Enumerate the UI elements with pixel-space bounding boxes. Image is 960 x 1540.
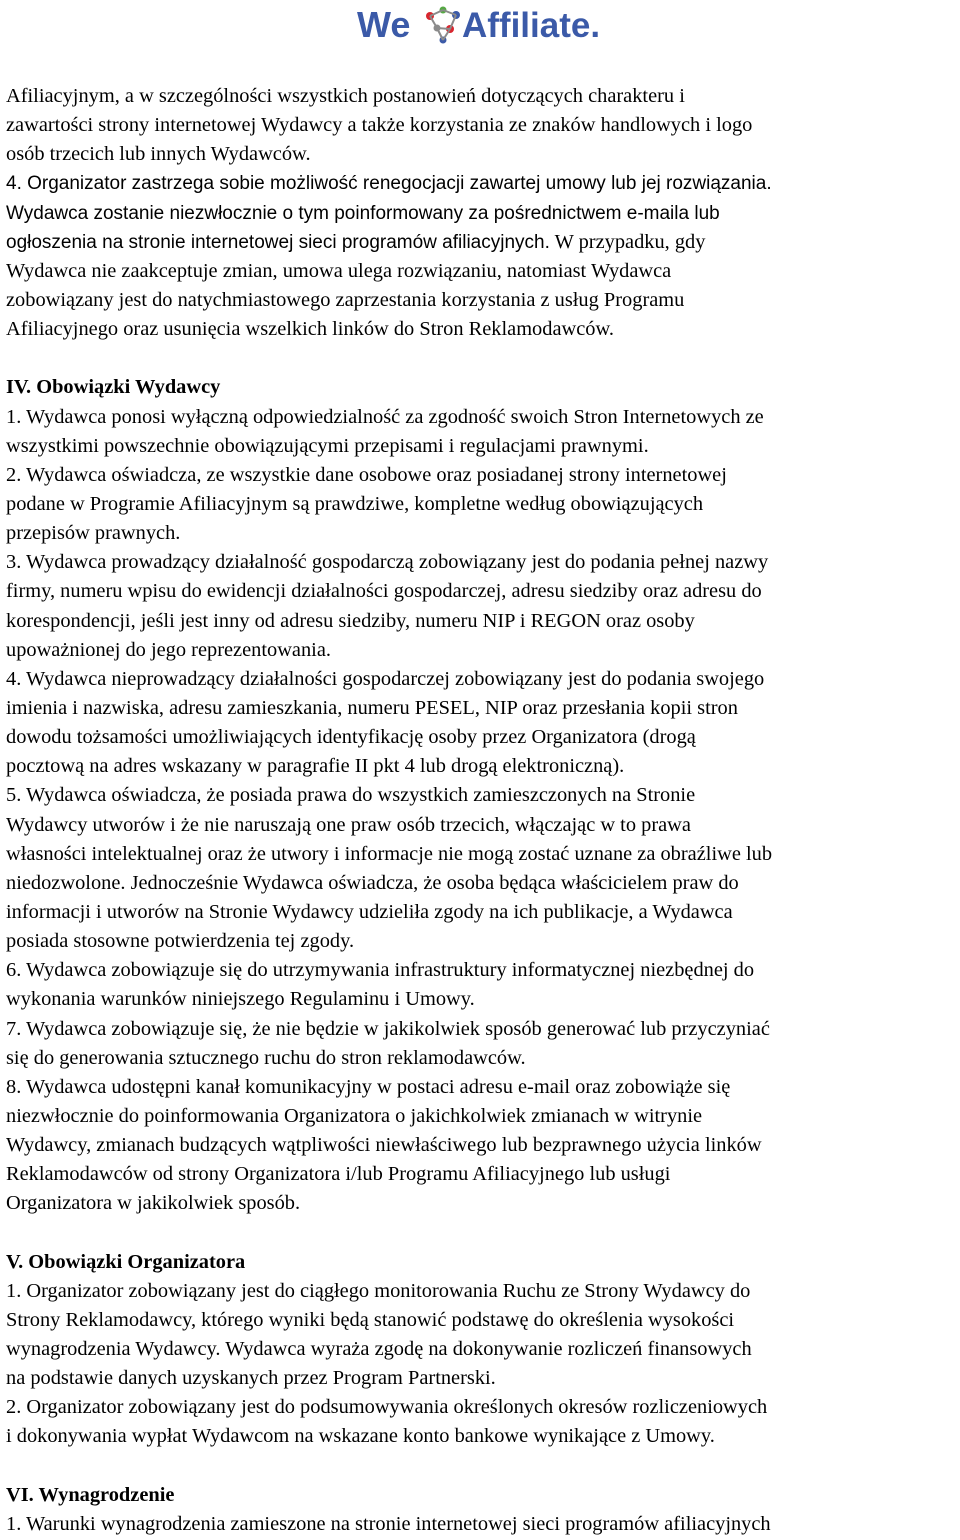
text-line: Organizatora w jakikolwiek sposób. [6,1192,301,1215]
text-line: firmy, numeru wpisu do ewidencji działalności gospodarczej, adresu siedziby oraz adresu do [6,580,762,603]
text-line: Wydawca nie zaakceptuje zmian, umowa ulega rozwiązaniu, natomiast Wydawca [6,259,672,282]
text-line: 3. Wydawca prowadzący działalność gospodarczą zobowiązany jest do podania pełnej nazwy [6,551,769,574]
text-line: wykonania warunków niniejszego Regulaminu i Umowy. [6,988,475,1011]
text-line: informacji i utworów na Stronie Wydawcy udzieliła zgody na ich publikacje, a Wydawca [6,900,733,923]
paragraph-gap [6,1218,958,1247]
text-line: na podstawie danych uzyskanych przez Program Partnerski. [6,1367,496,1390]
text-line: własności intelektualnej oraz że utwory i informacje nie mogą zostać uznane za obraźliwe lub [6,842,773,865]
text-line: podane w Programie Afiliacyjnym są prawdziwe, kompletne według obowiązujących [6,492,704,515]
text-line: 1. Warunki wynagrodzenia zamieszone na stronie internetowej sieci programów afiliacyjnych [6,1512,771,1535]
text-line: Reklamodawców od strony Organizatora i/lub Programu Afiliacyjnego lub usługi [6,1163,671,1186]
text-line: Wydawca zostanie niezwłocznie o tym poinformowany za pośrednictwem e-maila lub [6,202,720,224]
page-header [0,0,960,52]
text-line: Afiliacyjnym, a w szczególności wszystkich postanowień dotyczących charakteru i [6,85,685,107]
text-line: posiada stosowne potwierdzenia tej zgody. [6,930,355,953]
text-line: 2. Wydawca oświadcza, ze wszystkie dane osobowe oraz posiadanej strony internetowej [6,463,727,486]
text-line: 1. Organizator zobowiązany jest do ciągłego monitorowania Ruchu ze Strony Wydawcy do [6,1279,751,1302]
text-line: 2. Organizator zobowiązany jest do podsumowywania określonych okresów rozliczeniowych [6,1396,768,1419]
paragraph-gap [6,344,958,373]
text-line-mixed [6,228,958,257]
text-line: wynagrodzenia Wydawcy. Wydawca wyraża zgodę na dokonywanie rozliczeń finansowych [6,1338,752,1361]
network-icon [426,7,460,44]
text-line: dowodu tożsamości umożliwiających identyfikację osoby przez Organizatora (drogą [6,726,696,749]
section-heading-iv: IV. Obowiązki Wydawcy [6,376,221,399]
weaffiliate-logo [357,2,607,46]
section-heading-v: V. Obowiązki Organizatora [6,1250,246,1273]
text-line: Wydawcy utworów i że nie naruszają one praw osób trzecich, włączając w to prawa [6,813,691,836]
text-line: zobowiązany jest do natychmiastowego zaprzestania korzystania z usług Programu [6,288,685,311]
text-line: się do generowania sztucznego ruchu do stron reklamodawców. [6,1046,526,1069]
text-line: 4. Organizator zastrzega sobie możliwość renegocjacji zawartej umowy lub jej rozwiązania. [6,173,772,195]
text-line: Strony Reklamodawcy, którego wyniki będą stanowić podstawę do określenia wysokości [6,1308,735,1331]
document-body [6,82,958,1539]
text-line: upoważnionej do jego reprezentowania. [6,638,331,661]
text-line: 5. Wydawca oświadcza, że posiada prawa do wszystkich zamieszczonych na Stronie [6,784,696,807]
text-line: korespondencji, jeśli jest inny od adresu siedziby, numeru NIP i REGON oraz osoby [6,609,695,632]
text-line: niedozwolone. Jednocześnie Wydawca oświadcza, że osoba będąca właścicielem praw do [6,871,739,894]
text-line: 7. Wydawca zobowiązuje się, że nie będzie w jakikolwiek sposób generować lub przyczyniać [6,1017,770,1040]
text-line: 8. Wydawca udostępni kanał komunikacyjny w postaci adresu e-mail oraz zobowiąże się [6,1075,731,1098]
text-line: i dokonywania wypłat Wydawcom na wskazane konto bankowe wynikające z Umowy. [6,1425,715,1448]
section-heading-vi: VI. Wynagrodzenie [6,1483,175,1506]
text-line: imienia i nazwiska, adresu zamieszkania, numeru PESEL, NIP oraz przesłania kopii stron [6,696,738,719]
text-line: Wydawcy, zmianach budzących wątpliwości niewłaściwego lub bezprawnego użycia linków [6,1134,762,1157]
text-line: wszystkimi powszechnie obowiązującymi przepisami i regulacjami prawnymi. [6,434,649,457]
text-line: 6. Wydawca zobowiązuje się do utrzymywania infrastruktury informatycznej niezbędnej do [6,959,755,982]
text-line: zawartości strony internetowej Wydawcy a także korzystania ze znaków handlowych i logo [6,114,753,137]
text-segment: W przypadku, gdy [549,230,706,253]
text-line: przepisów prawnych. [6,522,181,545]
paragraph-gap [6,1452,958,1481]
logo-text-we: We [357,4,411,45]
logo-text-affiliate: Affiliate. [462,6,601,45]
text-line: niezwłocznie do poinformowania Organizatora o jakichkolwiek zmianach w witrynie [6,1104,703,1127]
text-line: 4. Wydawca nieprowadzący działalności gospodarczej zobowiązany jest do podania swojego [6,667,765,690]
text-line: Afiliacyjnego oraz usunięcia wszelkich linków do Stron Reklamodawców. [6,318,614,341]
text-segment: ogłoszenia na stronie internetowej sieci programów afiliacyjnych. [6,231,550,253]
text-line: pocztową na adres wskazany w paragrafie II pkt 4 lub drogą elektroniczną). [6,755,625,778]
text-line: osób trzecich lub innych Wydawców. [6,143,311,166]
text-line: 1. Wydawca ponosi wyłączną odpowiedzialność za zgodność swoich Stron Internetowych ze [6,405,764,428]
